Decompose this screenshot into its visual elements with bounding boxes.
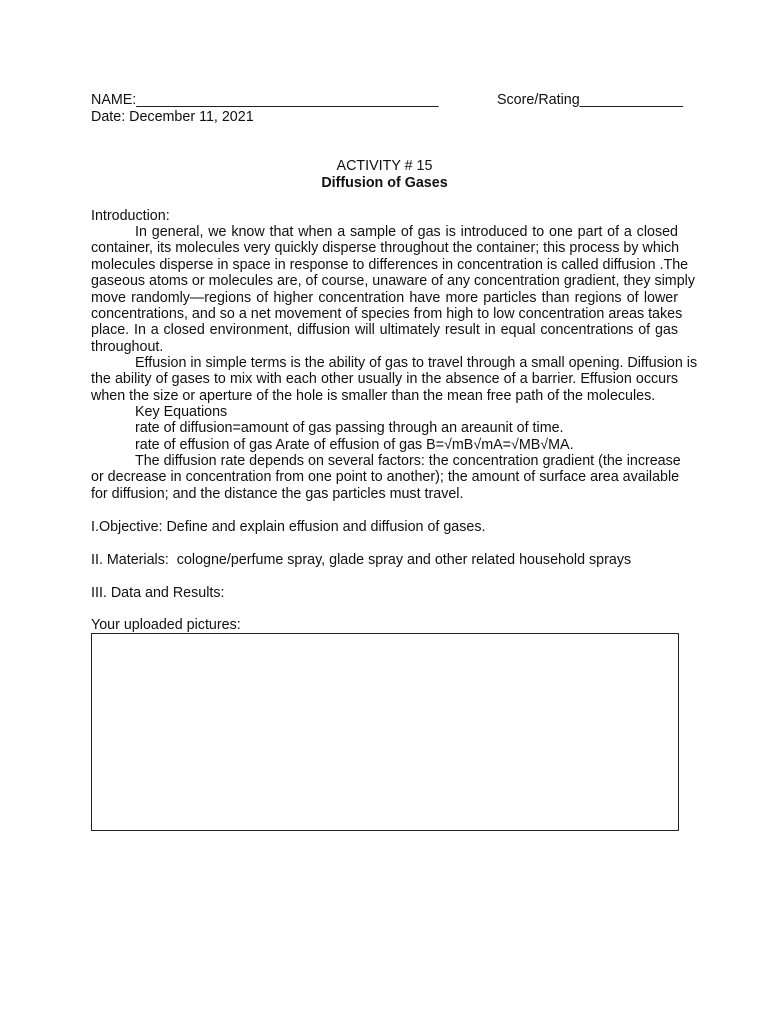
name-field[interactable]: NAME:______________________________________ — [91, 92, 439, 108]
materials-line: II. Materials: cologne/perfume spray, glade spray and other related household sprays — [91, 552, 632, 568]
uploaded-pictures-label: Your uploaded pictures: — [91, 617, 241, 633]
uploaded-pictures-box[interactable] — [91, 633, 679, 831]
equation-diffusion-rate: rate of diffusion=amount of gas passing through an areaunit of time. — [135, 420, 564, 437]
key-equations-heading: Key Equations — [135, 404, 228, 420]
data-results-heading: III. Data and Results: — [91, 585, 225, 601]
score-rating-field[interactable]: Score/Rating_____________ — [497, 92, 684, 108]
activity-number: ACTIVITY # 15 — [336, 158, 433, 174]
activity-title: Diffusion of Gases — [321, 175, 448, 191]
intro-paragraph-2: Effusion in simple terms is the ability of gas to travel through a small opening. Diffusion is the ability of gases to mix with each other usually in the absence of a barrier. Effusion occurs when the size or aperture of the hole is smaller than the mean free path of the molecules. — [91, 355, 698, 404]
intro-paragraph-1: In general, we know that when a sample of gas is introduced to one part of a closed container, its molecules very quickly disperse throughout the container; this process by which molecules disperse in space in response to differences in concentration is called diffusion .The gaseous atoms or molecules are, of course, unaware of any concentration gradient, they simply move randomly—regions of higher concentration have more particles than regions of lower concentrations, and so a net movement of species from high to low concentration areas takes place. In a closed environment, diffusion will ultimately result in equal concentrations of gas throughout. — [91, 224, 695, 355]
date-line: Date: December 11, 2021 — [91, 109, 254, 125]
objective-line: I.Objective: Define and explain effusion and diffusion of gases. — [91, 519, 486, 535]
equation-effusion-rate: rate of effusion of gas Arate of effusion of gas B=√mB√mA=√MB√MA. — [135, 436, 574, 453]
diffusion-factors-paragraph: The diffusion rate depends on several factors: the concentration gradient (the increase or decrease in concentration from one point to another); the amount of surface area available for diffusion; and the distance the gas particles must travel. — [91, 453, 681, 502]
key-equations — [91, 404, 678, 453]
intro-heading: Introduction: — [91, 208, 170, 224]
